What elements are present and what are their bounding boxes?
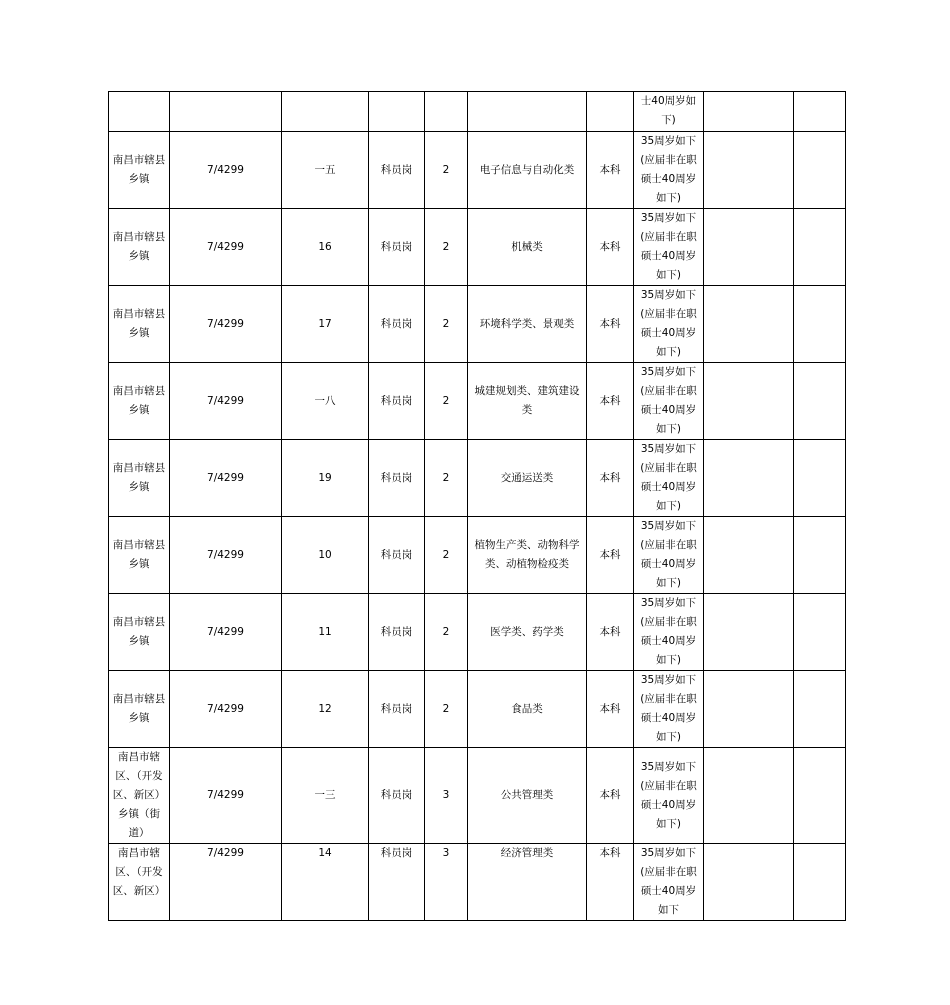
- position-cell: [369, 844, 425, 921]
- education-text: 本科: [599, 394, 621, 407]
- requirement-text: 35周岁如下(应届非在职硕士40周岁如下): [640, 212, 697, 281]
- extra-cell: [704, 286, 794, 363]
- extra-cell: [704, 594, 794, 671]
- code-text: 7/4299: [207, 163, 244, 176]
- area-text: 南昌市辖县乡镇: [112, 308, 166, 339]
- count-cell: [425, 363, 468, 440]
- code-cell: [170, 440, 282, 517]
- number-text: 12: [318, 702, 332, 715]
- number-cell: [282, 748, 369, 844]
- education-cell: [587, 671, 634, 748]
- code-cell: [170, 594, 282, 671]
- code-text: 7/4299: [207, 548, 244, 561]
- requirement-text: 35周岁如下(应届非在职硕士40周岁如下: [640, 847, 697, 916]
- education-text: 本科: [599, 317, 621, 330]
- requirement-text: 35周岁如下(应届非在职硕士40周岁如下): [640, 366, 697, 435]
- code-cell: [170, 748, 282, 844]
- count-text: 3: [442, 789, 450, 801]
- area-cell: [109, 440, 170, 517]
- requirement-cell: [634, 844, 704, 921]
- count-cell: [425, 132, 468, 209]
- count-text: 2: [442, 240, 450, 253]
- extra-cell: [704, 517, 794, 594]
- education-cell: [587, 748, 634, 844]
- code-cell: [170, 132, 282, 209]
- area-text: 南昌市辖县乡镇: [112, 462, 166, 493]
- area-cell: [109, 132, 170, 209]
- education-cell: [587, 594, 634, 671]
- requirement-cell: [634, 594, 704, 671]
- area-cell: [109, 594, 170, 671]
- major-cell: [468, 671, 587, 748]
- extra-cell: [794, 209, 846, 286]
- area-text: 南昌市辖县乡镇: [112, 693, 166, 724]
- extra-cell: [794, 132, 846, 209]
- education-text: 本科: [599, 163, 621, 176]
- number-cell: [282, 517, 369, 594]
- position-cell: [369, 440, 425, 517]
- extra-cell: [704, 671, 794, 748]
- education-text: 本科: [599, 702, 621, 715]
- requirement-text: 35周岁如下(应届非在职硕士40周岁如下): [640, 443, 697, 512]
- count-cell: [425, 517, 468, 594]
- area-text: 南昌市辖区、（开发区、新区）: [112, 847, 166, 897]
- number-cell: [282, 594, 369, 671]
- requirement-text: 35周岁如下(应届非在职硕士40周岁如下): [640, 674, 697, 743]
- code-cell: [170, 671, 282, 748]
- extra-cell: [704, 748, 794, 844]
- education-text: 本科: [599, 789, 621, 801]
- area-cell: [109, 286, 170, 363]
- area-text: 南昌市辖区、（开发区、新区）乡镇（街道）: [112, 751, 166, 839]
- table-row: [109, 594, 846, 671]
- extra-cell: [704, 92, 794, 132]
- position-cell: [369, 92, 425, 132]
- count-cell: [425, 671, 468, 748]
- area-text: 南昌市辖县乡镇: [112, 539, 166, 570]
- requirement-cell: [634, 286, 704, 363]
- requirement-cell: [634, 132, 704, 209]
- recruitment-table: [108, 91, 846, 921]
- number-cell: [282, 286, 369, 363]
- number-text: 一五: [314, 163, 336, 176]
- table-row: [109, 517, 846, 594]
- number-text: 10: [318, 548, 332, 561]
- table-body: [109, 92, 846, 921]
- table-row: [109, 671, 846, 748]
- major-text: 医学类、药学类: [490, 625, 564, 638]
- area-cell: [109, 517, 170, 594]
- extra-cell: [704, 440, 794, 517]
- education-text: 本科: [599, 471, 621, 484]
- requirement-text: 35周岁如下(应届非在职硕士40周岁如下): [640, 760, 697, 830]
- extra-cell: [794, 748, 846, 844]
- number-cell: [282, 92, 369, 132]
- requirement-cell: [634, 209, 704, 286]
- major-cell: [468, 748, 587, 844]
- major-cell: [468, 132, 587, 209]
- count-text: 3: [442, 847, 450, 859]
- area-cell: [109, 209, 170, 286]
- table-row-fragment: [109, 92, 846, 132]
- table-row: [109, 209, 846, 286]
- code-cell: [170, 363, 282, 440]
- count-cell: [425, 844, 468, 921]
- major-text: 环境科学类、景观类: [479, 317, 575, 330]
- education-cell: [587, 286, 634, 363]
- position-cell: [369, 286, 425, 363]
- extra-cell: [794, 671, 846, 748]
- position-text: 科员岗: [380, 471, 413, 484]
- requirement-cell: [634, 517, 704, 594]
- count-text: 2: [442, 625, 450, 638]
- table-row: [109, 748, 846, 844]
- code-text: 7/4299: [207, 317, 244, 330]
- table-row: [109, 132, 846, 209]
- number-cell: [282, 363, 369, 440]
- area-cell: [109, 748, 170, 844]
- number-text: 11: [318, 625, 332, 638]
- education-cell: [587, 209, 634, 286]
- number-text: 一三: [314, 789, 336, 801]
- number-cell: [282, 671, 369, 748]
- count-text: 2: [442, 548, 450, 561]
- extra-cell: [704, 363, 794, 440]
- major-text: 植物生产类、动物科学类、动植物检疫类: [474, 539, 580, 570]
- requirement-cell: [634, 748, 704, 844]
- code-text: 7/4299: [207, 240, 244, 253]
- number-cell: [282, 440, 369, 517]
- extra-cell: [794, 363, 846, 440]
- extra-cell: [794, 440, 846, 517]
- count-cell: [425, 440, 468, 517]
- major-text: 食品类: [511, 702, 543, 715]
- area-cell: [109, 363, 170, 440]
- position-text: 科员岗: [380, 317, 413, 330]
- position-cell: [369, 748, 425, 844]
- table-row: [109, 440, 846, 517]
- education-text: 本科: [599, 240, 621, 253]
- position-text: 科员岗: [380, 548, 413, 561]
- education-text: 本科: [599, 625, 621, 638]
- major-cell: [468, 209, 587, 286]
- count-text: 2: [442, 471, 450, 484]
- education-text: 本科: [599, 548, 621, 561]
- education-cell: [587, 517, 634, 594]
- number-cell: [282, 844, 369, 921]
- area-cell: [109, 671, 170, 748]
- major-cell: [468, 440, 587, 517]
- requirement-text: 35周岁如下(应届非在职硕士40周岁如下): [640, 135, 697, 204]
- count-text: 2: [442, 163, 450, 176]
- area-text: 南昌市辖县乡镇: [112, 616, 166, 647]
- number-text: 17: [318, 317, 332, 330]
- major-text: 机械类: [511, 240, 543, 253]
- extra-cell: [794, 594, 846, 671]
- major-text: 交通运送类: [500, 471, 554, 484]
- code-text: 7/4299: [207, 471, 244, 484]
- count-cell: [425, 92, 468, 132]
- count-cell: [425, 286, 468, 363]
- major-text: 公共管理类: [500, 789, 554, 801]
- requirement-cell: [634, 363, 704, 440]
- position-text: 科员岗: [380, 240, 413, 253]
- position-cell: [369, 594, 425, 671]
- code-cell: [170, 844, 282, 921]
- code-text: 7/4299: [207, 702, 244, 715]
- extra-cell: [794, 92, 846, 132]
- count-text: 2: [442, 317, 450, 330]
- extra-cell: [794, 517, 846, 594]
- position-text: 科员岗: [380, 163, 413, 176]
- code-cell: [170, 209, 282, 286]
- requirement-text: 士40周岁如下): [640, 95, 697, 126]
- position-text: 科员岗: [380, 847, 413, 859]
- major-cell: [468, 92, 587, 132]
- table-row: [109, 844, 846, 921]
- code-text: 7/4299: [207, 394, 244, 407]
- education-cell: [587, 440, 634, 517]
- area-cell: [109, 844, 170, 921]
- position-cell: [369, 363, 425, 440]
- number-text: 一八: [314, 394, 336, 407]
- major-text: 电子信息与自动化类: [479, 163, 575, 176]
- position-text: 科员岗: [380, 789, 413, 801]
- area-text: 南昌市辖县乡镇: [112, 385, 166, 416]
- major-cell: [468, 594, 587, 671]
- code-cell: [170, 517, 282, 594]
- number-cell: [282, 209, 369, 286]
- number-text: 19: [318, 471, 332, 484]
- table-row: [109, 363, 846, 440]
- education-cell: [587, 363, 634, 440]
- extra-cell: [704, 844, 794, 921]
- position-cell: [369, 671, 425, 748]
- count-cell: [425, 748, 468, 844]
- count-text: 2: [442, 394, 450, 407]
- number-cell: [282, 132, 369, 209]
- number-text: 14: [318, 847, 332, 859]
- major-cell: [468, 517, 587, 594]
- major-text: 城建规划类、建筑建设类: [474, 385, 580, 416]
- requirement-cell: [634, 440, 704, 517]
- extra-cell: [794, 286, 846, 363]
- position-text: 科员岗: [380, 702, 413, 715]
- education-text: 本科: [599, 847, 621, 859]
- major-text: 经济管理类: [500, 847, 554, 859]
- requirement-text: 35周岁如下(应届非在职硕士40周岁如下): [640, 597, 697, 666]
- position-cell: [369, 132, 425, 209]
- major-cell: [468, 286, 587, 363]
- requirement-cell: [634, 671, 704, 748]
- area-cell: [109, 92, 170, 132]
- number-text: 16: [318, 240, 332, 253]
- education-cell: [587, 92, 634, 132]
- area-text: 南昌市辖县乡镇: [112, 231, 166, 262]
- major-cell: [468, 844, 587, 921]
- position-cell: [369, 209, 425, 286]
- code-text: 7/4299: [207, 625, 244, 638]
- extra-cell: [704, 132, 794, 209]
- position-text: 科员岗: [380, 625, 413, 638]
- count-cell: [425, 594, 468, 671]
- requirement-text: 35周岁如下(应届非在职硕士40周岁如下): [640, 289, 697, 358]
- requirement-text: 35周岁如下(应届非在职硕士40周岁如下): [640, 520, 697, 589]
- code-cell: [170, 286, 282, 363]
- count-text: 2: [442, 702, 450, 715]
- table-row: [109, 286, 846, 363]
- education-cell: [587, 844, 634, 921]
- position-cell: [369, 517, 425, 594]
- code-text: 7/4299: [207, 789, 244, 801]
- count-cell: [425, 209, 468, 286]
- education-cell: [587, 132, 634, 209]
- code-cell: [170, 92, 282, 132]
- extra-cell: [794, 844, 846, 921]
- position-text: 科员岗: [380, 394, 413, 407]
- code-text: 7/4299: [207, 847, 244, 859]
- major-cell: [468, 363, 587, 440]
- extra-cell: [704, 209, 794, 286]
- requirement-cell: [634, 92, 704, 132]
- area-text: 南昌市辖县乡镇: [112, 154, 166, 185]
